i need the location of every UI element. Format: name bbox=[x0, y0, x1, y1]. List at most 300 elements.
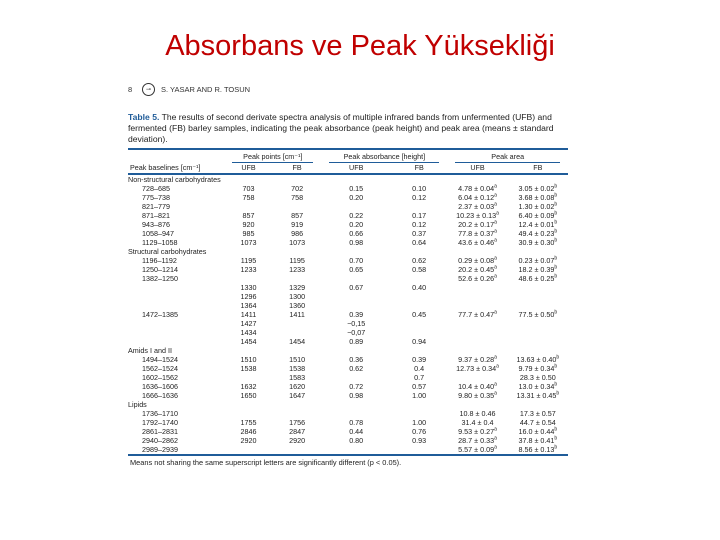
cell-value: 1129–1058 bbox=[142, 237, 178, 247]
cell-value: 77.7 ± 0.47 bbox=[458, 309, 495, 319]
table-row bbox=[128, 391, 568, 400]
cell-value: 1756 bbox=[289, 417, 306, 427]
table-cell bbox=[391, 310, 447, 319]
table-cell bbox=[273, 265, 322, 274]
cell-value: 728–685 bbox=[142, 183, 170, 193]
table-cell bbox=[273, 445, 322, 455]
cell-value: 0.20 bbox=[349, 192, 364, 202]
results-table bbox=[128, 148, 568, 467]
table-cell bbox=[391, 283, 447, 292]
table-cell bbox=[128, 409, 224, 418]
table-cell bbox=[128, 193, 224, 202]
table-row bbox=[128, 238, 568, 247]
table-cell bbox=[273, 184, 322, 193]
cell-value: 1196–1192 bbox=[142, 255, 177, 265]
significance-letter: b bbox=[554, 255, 558, 262]
table-cell bbox=[508, 355, 568, 364]
table-cell bbox=[224, 337, 273, 346]
table-cell bbox=[391, 382, 447, 391]
cell-value: 920 bbox=[242, 219, 255, 229]
cell-value: 0.22 bbox=[349, 210, 364, 220]
table-cell bbox=[321, 274, 391, 283]
table-cell bbox=[273, 373, 322, 382]
cell-value: 1233 bbox=[289, 264, 306, 274]
cell-value: 0.57 bbox=[412, 381, 427, 391]
significance-letter: b bbox=[554, 192, 558, 199]
table-cell bbox=[447, 229, 507, 238]
significance-letter: a bbox=[494, 435, 497, 442]
table-cell bbox=[273, 391, 322, 400]
table-row bbox=[128, 184, 568, 193]
table-cell bbox=[224, 202, 273, 211]
cell-value: 919 bbox=[291, 219, 304, 229]
cell-value: 1562–1524 bbox=[142, 363, 178, 373]
table-cell bbox=[273, 220, 322, 229]
section-row bbox=[128, 247, 568, 256]
cell-value: 1073 bbox=[289, 237, 306, 247]
cell-value: 0.10 bbox=[412, 183, 427, 193]
significance-letter: b bbox=[554, 363, 558, 370]
cell-value: 703 bbox=[242, 183, 255, 193]
table-cell bbox=[321, 337, 391, 346]
table-cell bbox=[321, 193, 391, 202]
significance-letter: a bbox=[494, 183, 497, 190]
table-cell bbox=[447, 319, 507, 328]
cell-value: 3.68 ± 0.08 bbox=[518, 192, 555, 202]
table-cell bbox=[447, 265, 507, 274]
table-cell bbox=[321, 355, 391, 364]
significance-letter: a bbox=[494, 381, 497, 388]
cell-value: 1329 bbox=[289, 282, 306, 292]
table-cell bbox=[321, 427, 391, 436]
cell-value: 77.8 ± 0.37 bbox=[458, 228, 495, 238]
table-cell bbox=[128, 436, 224, 445]
cell-value: 0.58 bbox=[412, 264, 427, 274]
significance-letter: b bbox=[554, 237, 558, 244]
cell-value: 6.04 ± 0.12 bbox=[458, 192, 495, 202]
significance-letter: b bbox=[554, 426, 558, 433]
table-cell bbox=[447, 409, 507, 418]
table-cell bbox=[447, 418, 507, 427]
table-cell bbox=[447, 382, 507, 391]
table-cell bbox=[508, 265, 568, 274]
table-cell bbox=[508, 256, 568, 265]
cell-value: 1538 bbox=[240, 363, 257, 373]
table-cell bbox=[321, 202, 391, 211]
cell-value: 8.56 ± 0.13 bbox=[518, 444, 555, 454]
cell-value: 0.72 bbox=[349, 381, 364, 391]
table-cell bbox=[508, 445, 568, 455]
table-cell bbox=[321, 301, 391, 310]
cell-value: 1195 bbox=[289, 255, 305, 265]
significance-letter: a bbox=[494, 444, 497, 451]
table-cell bbox=[224, 382, 273, 391]
cell-value: 0.62 bbox=[412, 255, 427, 265]
table-cell bbox=[273, 283, 322, 292]
table-cell bbox=[447, 184, 507, 193]
cell-value: 2920 bbox=[289, 435, 306, 445]
cell-value: 10.4 ± 0.40 bbox=[458, 381, 495, 391]
table-row bbox=[128, 373, 568, 382]
table-cell bbox=[508, 229, 568, 238]
significance-letter: b bbox=[554, 273, 558, 280]
table-cell bbox=[508, 364, 568, 373]
significance-letter: b bbox=[554, 219, 558, 226]
table-cell bbox=[508, 328, 568, 337]
table-cell bbox=[224, 364, 273, 373]
cell-value: 2920 bbox=[240, 435, 257, 445]
cell-value: 1300 bbox=[289, 291, 306, 301]
cell-value: 13.0 ± 0.34 bbox=[518, 381, 555, 391]
table-cell bbox=[321, 292, 391, 301]
significance-letter: a bbox=[494, 273, 497, 280]
section-label: Amids I and II bbox=[128, 345, 172, 355]
cell-value: 0.20 bbox=[349, 219, 364, 229]
footnote-row bbox=[128, 455, 568, 467]
table-cell bbox=[391, 238, 447, 247]
table-cell bbox=[321, 409, 391, 418]
table-cell bbox=[447, 310, 507, 319]
table-cell bbox=[391, 301, 447, 310]
cell-value: 12.4 ± 0.01 bbox=[518, 219, 555, 229]
table-cell bbox=[224, 391, 273, 400]
table-cell bbox=[508, 184, 568, 193]
table-cell bbox=[321, 238, 391, 247]
table-cell bbox=[391, 256, 447, 265]
table-cell bbox=[128, 427, 224, 436]
slide-title: Absorbans ve Peak Yüksekliği bbox=[165, 30, 555, 62]
table-cell bbox=[273, 229, 322, 238]
cell-value: 1250–1214 bbox=[142, 264, 178, 274]
cell-value: 0.40 bbox=[412, 282, 427, 292]
cell-value: 986 bbox=[291, 228, 304, 238]
cell-value: 13.31 ± 0.45 bbox=[516, 390, 557, 400]
cell-value: 2861–2831 bbox=[142, 426, 178, 436]
table-cell bbox=[128, 292, 224, 301]
column-header: FB bbox=[508, 163, 568, 174]
table-cell bbox=[273, 310, 322, 319]
cell-value: 0.7 bbox=[414, 372, 425, 382]
table-cell bbox=[447, 193, 507, 202]
table-cell bbox=[391, 373, 447, 382]
table-cell bbox=[508, 310, 568, 319]
significance-letter: a bbox=[494, 354, 497, 361]
table-cell bbox=[391, 391, 447, 400]
cell-value: 6.40 ± 0.09 bbox=[518, 210, 555, 220]
table-cell bbox=[447, 364, 507, 373]
table-row bbox=[128, 256, 568, 265]
table-cell bbox=[508, 274, 568, 283]
cell-value: 31.4 ± 0.4 bbox=[461, 417, 494, 427]
significance-letter: a bbox=[494, 192, 497, 199]
table-cell bbox=[224, 184, 273, 193]
table-cell bbox=[391, 409, 447, 418]
table-row bbox=[128, 328, 568, 337]
table-row bbox=[128, 202, 568, 211]
cell-value: 0.15 bbox=[349, 183, 364, 193]
cell-value: 5.57 ± 0.09 bbox=[458, 444, 495, 454]
cell-value: 0.70 bbox=[349, 255, 364, 265]
table-row bbox=[128, 220, 568, 229]
cell-value: 1.30 ± 0.02 bbox=[518, 201, 555, 211]
table-cell bbox=[273, 193, 322, 202]
cell-value: 1666–1636 bbox=[142, 390, 178, 400]
table-cell bbox=[273, 238, 322, 247]
table-cell bbox=[391, 292, 447, 301]
table-cell bbox=[391, 202, 447, 211]
cell-value: 1296 bbox=[240, 291, 257, 301]
table-cell bbox=[128, 256, 224, 265]
authors: S. YASAR AND R. TOSUN bbox=[161, 84, 251, 94]
table-cell bbox=[391, 337, 447, 346]
running-head bbox=[128, 82, 568, 96]
cell-value: 48.6 ± 0.25 bbox=[518, 273, 555, 283]
cell-value: 0.45 bbox=[412, 309, 427, 319]
cell-value: 1454 bbox=[289, 336, 306, 346]
cell-value: 857 bbox=[242, 210, 255, 220]
cell-value: 0.37 bbox=[412, 228, 427, 238]
cell-value: 28.3 ± 0.50 bbox=[519, 372, 556, 382]
table-cell bbox=[508, 220, 568, 229]
table-cell bbox=[128, 220, 224, 229]
table-cell bbox=[273, 427, 322, 436]
table-cell bbox=[273, 436, 322, 445]
column-header: FB bbox=[391, 163, 447, 174]
caption-text: The results of second derivate spectra analysis of multiple infrared bands from unfermented (UFB) and fermented (FB) barley samples, indicating the peak absorbance (peak height) and peak area (means ± standard deviation). bbox=[128, 112, 554, 145]
table-cell bbox=[391, 355, 447, 364]
table-cell bbox=[224, 265, 273, 274]
table-cell bbox=[447, 238, 507, 247]
group-header-row bbox=[128, 149, 568, 163]
table-cell bbox=[508, 337, 568, 346]
section-label: Structural carbohydrates bbox=[128, 246, 207, 256]
table-cell bbox=[321, 211, 391, 220]
cell-value: 1411 bbox=[240, 309, 257, 319]
cell-value: 1602–1562 bbox=[142, 372, 178, 382]
cell-value: 1058–947 bbox=[142, 228, 174, 238]
cell-value: 1195 bbox=[240, 255, 257, 265]
cell-value: 1233 bbox=[240, 264, 257, 274]
significance-letter: a bbox=[494, 219, 497, 226]
table-cell bbox=[273, 337, 322, 346]
table-cell bbox=[224, 310, 273, 319]
section-label: Non-structural carbohydrates bbox=[128, 174, 221, 184]
table-row bbox=[128, 193, 568, 202]
cell-value: 1382–1250 bbox=[142, 273, 178, 283]
cell-value: 1073 bbox=[240, 237, 257, 247]
table-cell bbox=[273, 211, 322, 220]
table-cell bbox=[508, 292, 568, 301]
cell-value: 1538 bbox=[289, 363, 306, 373]
table-cell bbox=[273, 328, 322, 337]
table-body bbox=[128, 174, 568, 455]
cell-value: 4.78 ± 0.04 bbox=[458, 183, 495, 193]
cell-value: 1647 bbox=[289, 390, 306, 400]
table-cell bbox=[447, 445, 507, 455]
significance-letter: b bbox=[554, 201, 558, 208]
table-cell bbox=[224, 292, 273, 301]
table-row bbox=[128, 337, 568, 346]
table-cell bbox=[391, 418, 447, 427]
cell-value: 0.93 bbox=[412, 435, 427, 445]
table-cell bbox=[273, 319, 322, 328]
cell-value: 775–738 bbox=[142, 192, 170, 202]
cell-value: 0.17 bbox=[412, 210, 427, 220]
table-row bbox=[128, 355, 568, 364]
table-cell bbox=[128, 364, 224, 373]
table-cell bbox=[224, 238, 273, 247]
table-cell bbox=[224, 373, 273, 382]
significance-letter: a bbox=[494, 426, 497, 433]
cell-value: 1494–1524 bbox=[142, 354, 178, 364]
significance-letter: a bbox=[494, 237, 497, 244]
table-cell bbox=[128, 184, 224, 193]
table-cell bbox=[508, 193, 568, 202]
table-row bbox=[128, 301, 568, 310]
cell-value: 9.79 ± 0.34 bbox=[518, 363, 555, 373]
cell-value: 0.39 bbox=[412, 354, 427, 364]
cell-value: 0.94 bbox=[412, 336, 427, 346]
column-header-row bbox=[128, 163, 568, 174]
table-cell bbox=[447, 427, 507, 436]
table-row bbox=[128, 382, 568, 391]
table-row bbox=[128, 409, 568, 418]
cell-value: 49.4 ± 0.23 bbox=[518, 228, 555, 238]
tandf-logo-icon: ⊸ bbox=[142, 83, 155, 96]
cell-value: 857 bbox=[291, 210, 304, 220]
cell-value: 1364 bbox=[240, 300, 257, 310]
cell-value: 1632 bbox=[240, 381, 257, 391]
table-cell bbox=[224, 445, 273, 455]
table-cell bbox=[128, 391, 224, 400]
table-cell bbox=[447, 274, 507, 283]
cell-value: 37.8 ± 0.41 bbox=[518, 435, 555, 445]
table-cell bbox=[128, 274, 224, 283]
paper-excerpt bbox=[128, 82, 568, 467]
cell-value: 20.2 ± 0.45 bbox=[458, 264, 495, 274]
cell-value: 702 bbox=[291, 183, 304, 193]
table-cell bbox=[273, 256, 322, 265]
table-cell bbox=[447, 283, 507, 292]
group-header-peak-absorbance: Peak absorbance [height] bbox=[321, 149, 447, 163]
column-header: UFB bbox=[321, 163, 391, 174]
table-cell bbox=[391, 193, 447, 202]
table-cell bbox=[128, 373, 224, 382]
significance-letter: a bbox=[494, 201, 497, 208]
table-cell bbox=[321, 265, 391, 274]
table-cell bbox=[508, 211, 568, 220]
cell-value: 0.12 bbox=[412, 192, 427, 202]
table-cell bbox=[128, 283, 224, 292]
table-row bbox=[128, 283, 568, 292]
cell-value: 0.76 bbox=[412, 426, 427, 436]
cell-value: 1736–1710 bbox=[142, 408, 178, 418]
cell-value: 9.53 ± 0.27 bbox=[458, 426, 495, 436]
significance-letter: a bbox=[494, 228, 497, 235]
table-cell bbox=[128, 265, 224, 274]
significance-letter: b bbox=[554, 183, 558, 190]
column-header: UFB bbox=[447, 163, 507, 174]
cell-value: 3.05 ± 0.02 bbox=[518, 183, 555, 193]
cell-value: 2846 bbox=[240, 426, 257, 436]
table-cell bbox=[508, 391, 568, 400]
table-label: Table 5. bbox=[128, 112, 160, 122]
table-row bbox=[128, 445, 568, 455]
cell-value: 0.98 bbox=[349, 390, 364, 400]
cell-value: 943–876 bbox=[142, 219, 170, 229]
cell-value: 1583 bbox=[289, 372, 306, 382]
cell-value: 13.63 ± 0.40 bbox=[516, 354, 557, 364]
table-cell bbox=[447, 328, 507, 337]
cell-value: 9.80 ± 0.35 bbox=[458, 390, 495, 400]
table-cell bbox=[391, 265, 447, 274]
significance-letter: b bbox=[554, 381, 558, 388]
table-cell bbox=[508, 319, 568, 328]
significance-letter: a bbox=[496, 210, 499, 217]
table-cell bbox=[321, 220, 391, 229]
cell-value: 9.37 ± 0.28 bbox=[458, 354, 495, 364]
cell-value: 1510 bbox=[289, 354, 306, 364]
cell-value: 77.5 ± 0.50 bbox=[518, 309, 555, 319]
significance-letter: b bbox=[554, 444, 558, 451]
table-cell bbox=[391, 427, 447, 436]
table-cell bbox=[447, 220, 507, 229]
significance-letter: a bbox=[494, 309, 497, 316]
table-cell bbox=[447, 391, 507, 400]
significance-letter: b bbox=[554, 228, 558, 235]
table-cell bbox=[447, 292, 507, 301]
table-footnote: Means not sharing the same superscript letters are significantly different (p < 0.05). bbox=[128, 455, 568, 467]
table-cell bbox=[128, 337, 224, 346]
cell-value: 30.9 ± 0.30 bbox=[518, 237, 555, 247]
cell-value: 1330 bbox=[240, 282, 257, 292]
significance-letter: b bbox=[554, 435, 558, 442]
cell-value: 0.36 bbox=[349, 354, 364, 364]
table-cell bbox=[391, 364, 447, 373]
section-row bbox=[128, 346, 568, 355]
significance-letter: a bbox=[496, 363, 499, 370]
table-cell bbox=[224, 283, 273, 292]
table-cell bbox=[128, 238, 224, 247]
cell-value: 2940–2862 bbox=[142, 435, 178, 445]
cell-value: 18.2 ± 0.39 bbox=[518, 264, 555, 274]
cell-value: 20.2 ± 0.17 bbox=[458, 219, 495, 229]
cell-value: 52.6 ± 0.26 bbox=[458, 273, 495, 283]
table-cell bbox=[321, 445, 391, 455]
significance-letter: a bbox=[494, 390, 497, 397]
table-cell bbox=[321, 328, 391, 337]
table-cell bbox=[224, 427, 273, 436]
cell-value: 43.6 ± 0.46 bbox=[458, 237, 495, 247]
significance-letter: b bbox=[556, 354, 560, 361]
cell-value: 0.64 bbox=[412, 237, 427, 247]
table-cell bbox=[273, 382, 322, 391]
significance-letter: a bbox=[494, 255, 497, 262]
table-row bbox=[128, 229, 568, 238]
cell-value: 44.7 ± 0.54 bbox=[519, 417, 556, 427]
table-cell bbox=[128, 319, 224, 328]
table-cell bbox=[321, 184, 391, 193]
table-caption bbox=[128, 112, 568, 146]
table-cell bbox=[508, 418, 568, 427]
cell-value: 1411 bbox=[289, 309, 305, 319]
table-cell bbox=[273, 274, 322, 283]
table-cell bbox=[321, 391, 391, 400]
table-cell bbox=[273, 355, 322, 364]
section-row bbox=[128, 174, 568, 184]
table-cell bbox=[391, 445, 447, 455]
table-cell bbox=[224, 436, 273, 445]
